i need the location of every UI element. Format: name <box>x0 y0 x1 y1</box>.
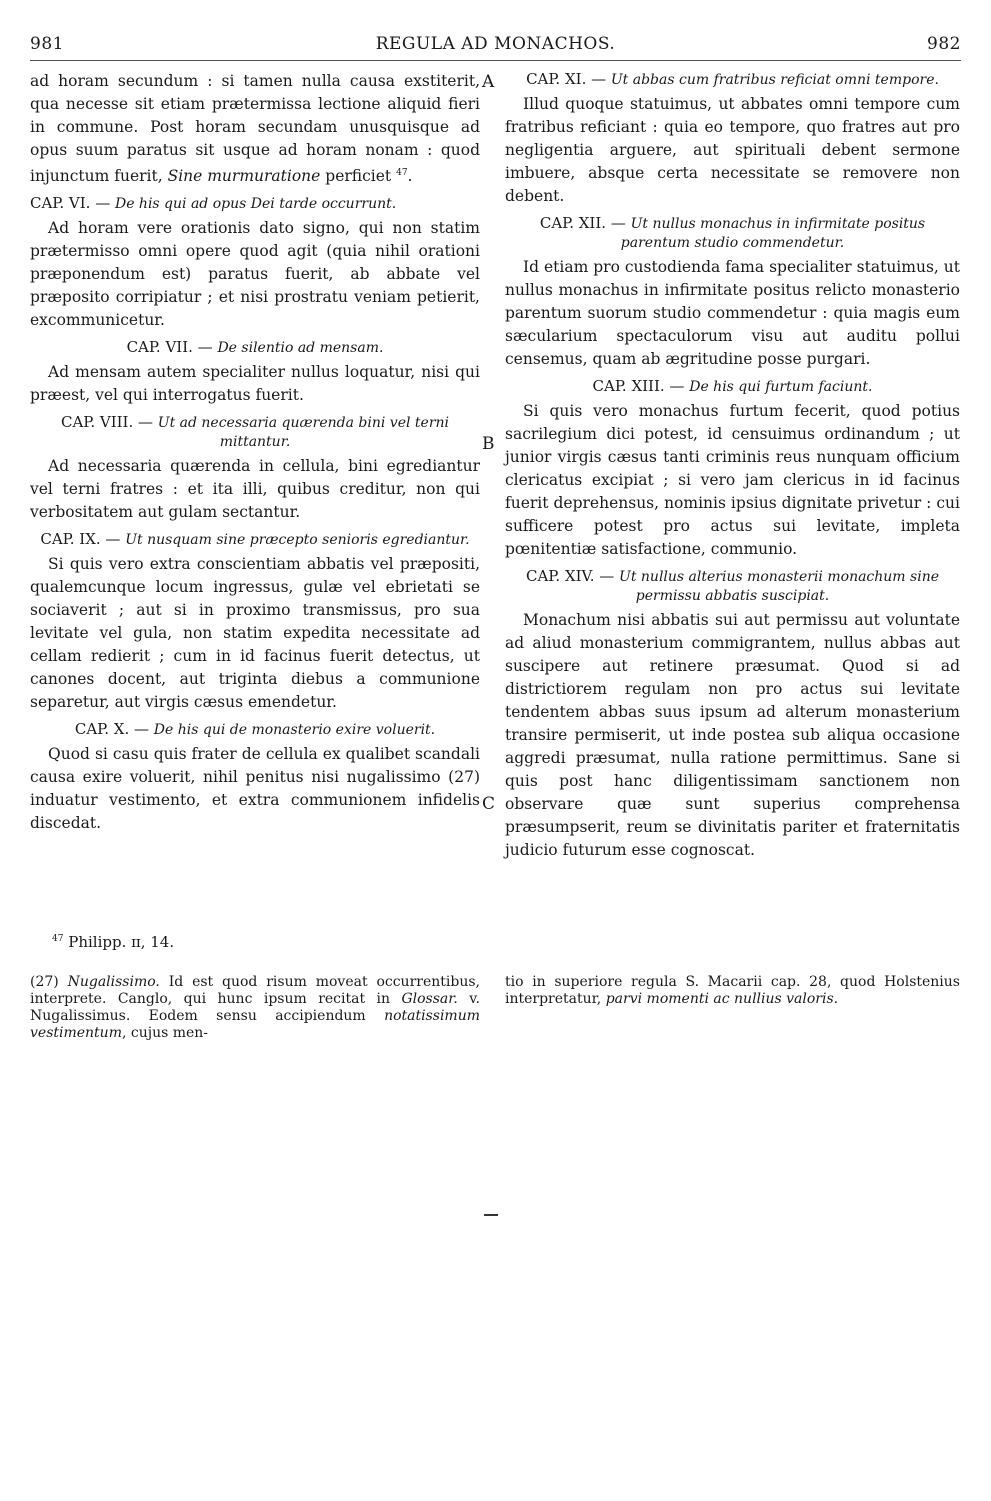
chapter-text-13: Si quis vero monachus furtum fecerit, quod potius sacrilegium dici potest, id censuimus ordinandum ; ut junior virgis cæsus tanti criminis reus nunquam officium clericatus excipiat ; si vero jam clericus in id facinus fuerit deprehensus, nominis ipsius dignitate privetur : cui sufficere potest pro actus sui levitate, impleta pœnitentiæ satisfactione, communio. <box>505 402 960 558</box>
footnote-ref: 47 <box>396 168 408 178</box>
chapter-text-10: Quod si casu quis frater de cellula ex qualibet scandali causa exire voluerit, nihil penitus nisi nugalissimo (27) induatur vestimento, et extra communionem infidelis discedat. <box>30 745 480 833</box>
page-number-right: 982 <box>927 34 961 54</box>
chapter-text-9: Si quis vero extra conscientiam abbatis vel præpositi, qualemcunque locum ingressus, gulæ vel ebrietati se sociaverit ; aut si in proximo transmissus, pro sua levitate vel gula, non statim expedita necessitate ad cellam redierit ; cum in id facinus fuerit detectus, ut canones docent, aut triginta diebus a communione separetur, aut virgis cæsus emendetur. <box>30 555 480 712</box>
chapter-text-14: Monachum nisi abbatis sui aut permissu aut voluntate ad aliud monasterium commigrantem, nullus abbas aut suscipere aut retinere præsumat. Quod si ad districtiorem regulam non pro actus sui levitate tendentem abbas suus ipsum ad alterum monasterium transire permiserit, ut inde postea sub aliqua occasione aggredi præsumat, nulla ratione permittimus. Sane si quis post hanc diligentissimam sanctionem non observare quæ sunt superius comprehensa præsumpserit, reum se divinitatis pariter et fraternitatis judicio futurum esse cognoscat. <box>505 611 960 859</box>
editorial-note-27: (27) Nugalissimo. Id est quod risum moveat occurrentibus, interprete. Canglo, qui hunc ipsum recitat in Glossar. v. Nugalissimus. Eodem sensu accipiendum notatissimum vestimentum, cujus men- <box>30 974 480 1041</box>
left-column <box>30 70 480 835</box>
header-rule <box>30 60 961 61</box>
chapter-heading-7: CAP. VII. — De silentio ad mensam. <box>126 338 384 357</box>
chapter-heading-10: CAP. X. — De his qui de monasterio exire voluerit. <box>74 720 436 739</box>
chapter-heading-11: CAP. XI. — Ut abbas cum fratribus reficiat omni tempore. <box>526 70 939 88</box>
margin-letter-b: B <box>482 434 495 454</box>
right-column <box>505 70 960 862</box>
chapter-heading-8: CAP. VIII. — Ut ad necessaria quærenda bini vel terni mittantur. <box>60 413 450 451</box>
margin-letter-a: A <box>482 72 495 92</box>
page-number-left: 981 <box>30 34 64 54</box>
chapter-text-11: Illud quoque statuimus, ut abbates omni tempore cum fratribus reficiant : quia eo tempore, quo fratres aut pro negligentia arguere, aut spirituali debent sermone imbuere, absque certa necessitate se removere non debent. <box>505 95 960 205</box>
editorial-note-27-continued: tio in superiore regula S. Macarii cap. 28, quod Holstenius interpretatur, parvi momenti ac nullius valoris. <box>505 974 960 1007</box>
paragraph-continued: ad horam secundum : si tamen nulla causa exstiterit, qua necesse sit etiam prætermissa lectione aliquid fieri in commune. Post horam secundam unusquisque ad opus suum paratus sit usque ad horam nonam : quod injunctum fuerit, Sine murmuratione perficiet $^{47}$. <box>30 72 480 186</box>
chapter-heading-14: CAP. XIV. — Ut nullus alterius monasterii monachum sine permissu abbatis suscipiat. <box>526 567 939 604</box>
chapter-text-8: Ad necessaria quærenda in cellula, bini egrediantur vel terni fratres : et ita illi, quibus creditur, non qui verbositatem aut gulam sectantur. <box>30 457 480 522</box>
running-title: REGULA AD MONACHOS. <box>375 34 616 54</box>
chapter-heading-12: CAP. XII. — Ut nullus monachus in infirmitate positus parentum studio commendetur. <box>539 214 926 251</box>
chapter-text-6: Ad horam vere orationis dato signo, qui non statim prætermisso omni opere quod agit (quia nihil orationi præponendum est) paratus fuerit, ab abbate vel præposito corripiatur ; et nisi prostratu veniam petierit, excommunicetur. <box>30 219 480 330</box>
margin-letter-c: C <box>482 794 496 814</box>
chapter-text-7: Ad mensam autem specialiter nullus loquatur, nisi qui præest, vel qui interrogatus fuerit. <box>30 363 480 405</box>
chapter-heading-6: CAP. VI. — De his qui ad opus Dei tarde occurrunt. <box>30 194 397 213</box>
chapter-heading-13: CAP. XIII. — De his qui furtum faciunt. <box>592 377 873 395</box>
chapter-text-12: Id etiam pro custodienda fama specialiter statuimus, ut nullus monachus in infirmitate positus relicto monasterio parentum suorum studio commendetur : quia magis eum sæcularium spectaculorum visu aut auditu pollui censemus, quam ab ægritudine posse purgari. <box>505 258 960 368</box>
footnote-47: $^{47}$ Philipp. ɪɪ, 14. <box>52 933 175 951</box>
chapter-heading-9: CAP. IX. — Ut nusquam sine præcepto senioris egrediantur. <box>40 530 470 549</box>
page-end-dash <box>484 1214 498 1216</box>
